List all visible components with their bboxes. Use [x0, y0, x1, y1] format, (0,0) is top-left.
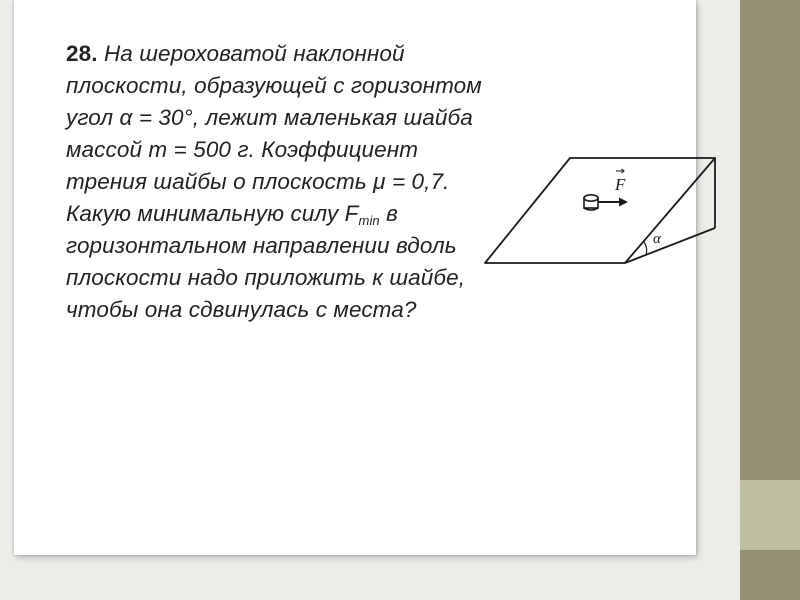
angle-arc [644, 242, 647, 255]
problem-statement [66, 38, 496, 326]
decorative-side-bar-accent [740, 480, 800, 550]
force-subscript: min [358, 213, 380, 228]
problem-text-main: На шероховатой наклонной плоскости, образующей с горизонтом угол α = 30°, лежит маленькая шайба массой m = 500 г. Коэффициент трения шайбы о плоскость μ = 0,7. Какую минимальную силу F [66, 41, 482, 226]
angle-label: α [653, 231, 661, 247]
force-arrowhead [619, 198, 628, 207]
puck [584, 195, 598, 210]
inclined-plane-surface [485, 158, 715, 263]
problem-text-end: в горизонтальном направлении вдоль плоскости надо приложить к шайбе, чтобы она сдвинулась с места? [66, 201, 466, 322]
inclined-plane-diagram [480, 150, 720, 270]
force-label: F [615, 175, 626, 194]
plane-base-edge [625, 228, 715, 263]
problem-number: 28. [66, 41, 98, 66]
